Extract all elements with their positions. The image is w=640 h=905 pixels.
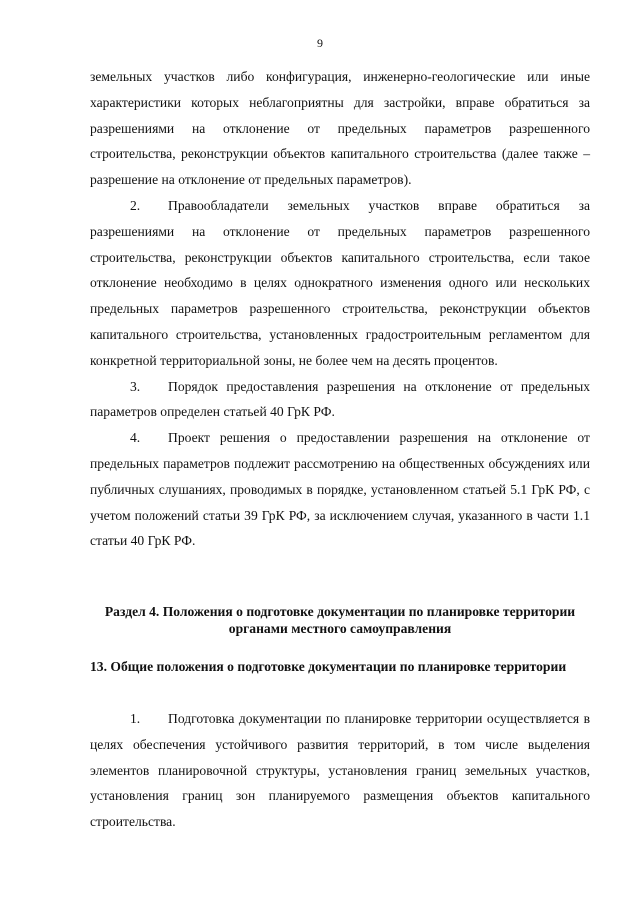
paragraph-text: Проект решения о предоставлении разрешения на отклонение от предельных параметров подлежит рассмотрению на общественных обсуждениях или публичных слушаниях, проводимых в порядке, установленном статьей 5.1 ГрК РФ, с учетом положений статьи 39 ГрК РФ, за исключением случая, указанного в части 1.1 статьи 40 ГрК РФ. bbox=[90, 430, 590, 549]
paragraph-number: 1. bbox=[130, 711, 141, 726]
page-number: 9 bbox=[317, 36, 323, 50]
paragraph-2 bbox=[90, 193, 590, 374]
paragraph-number: 4. bbox=[130, 430, 141, 446]
paragraph-3 bbox=[90, 374, 590, 426]
paragraph-text: Порядок предоставления разрешения на отклонение от предельных параметров определен статьей 40 ГрК РФ. bbox=[90, 378, 590, 420]
paragraph-text: Подготовка документации по планировке территории осуществляется в целях обеспечения устойчивого развития территорий, в том числе выделения элементов планировочной структуры, установления границ земельных участков, установления границ зон планируемого размещения объектов капитального строительства. bbox=[90, 711, 590, 830]
paragraph-number: 2. bbox=[130, 197, 141, 213]
body-text-top bbox=[90, 64, 590, 554]
section-heading: Раздел 4. Положения о подготовке документации по планировке территории органами местного самоуправления bbox=[104, 604, 576, 636]
paragraph-text: земельных участков либо конфигурация, инженерно-геологические или иные характеристики которых неблагоприятны для застройки, вправе обратиться за разрешениями на отклонение от предельных параметров разрешенного строительства, реконструкции объектов капитального строительства (далее также – разрешение на отклонение от предельных параметров). bbox=[90, 69, 590, 188]
paragraph-continued bbox=[90, 64, 590, 193]
article-heading: 13. Общие положения о подготовке документации по планировке территории bbox=[90, 659, 567, 674]
body-text-bottom bbox=[90, 706, 590, 835]
paragraph-4 bbox=[90, 425, 590, 554]
paragraph-number: 3. bbox=[130, 378, 141, 394]
paragraph-1 bbox=[90, 706, 590, 835]
paragraph-text: Правообладатели земельных участков вправе обратиться за разрешениями на отклонение от предельных параметров разрешенного строительства, реконструкции объектов капитального строительства, если такое отклонение необходимо в целях однократного изменения одного или нескольких предельных параметров разрешенного строительства, реконструкции объектов капитального строительства, установленных градостроительным регламентом для конкретной территориальной зоны, не более чем на десять процентов. bbox=[90, 197, 590, 368]
